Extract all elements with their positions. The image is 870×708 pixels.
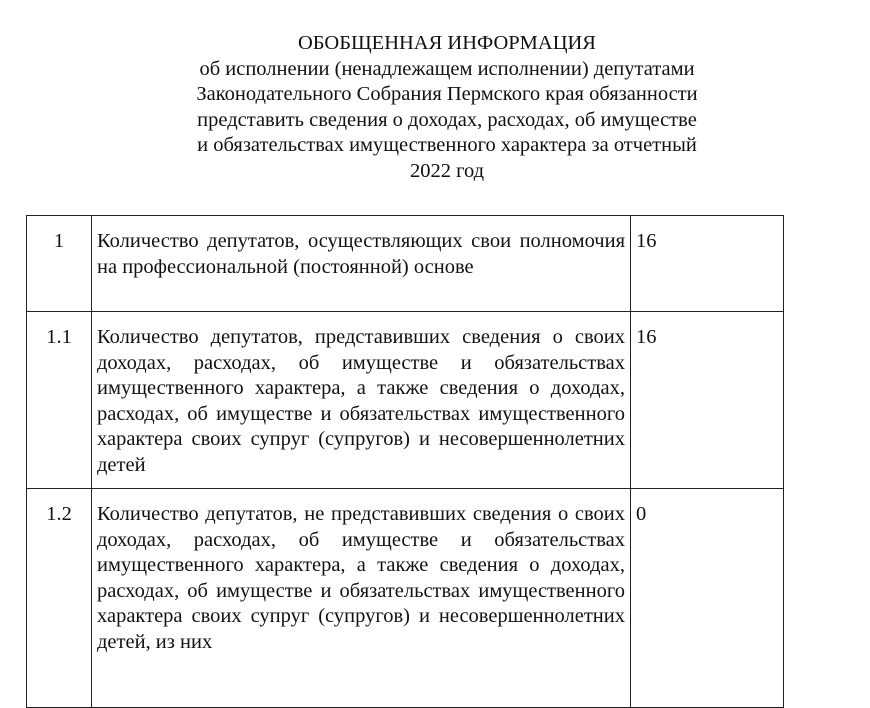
subtitle-line: 2022 год <box>409 159 485 182</box>
row-description: Количество депутатов, осуществляющих свои полномочия на профессиональной (постоянной) основе <box>92 216 631 312</box>
row-value: 0 <box>631 489 784 708</box>
row-number: 1 <box>27 216 92 312</box>
row-description: Количество депутатов, не представивших сведения о своих доходах, расходах, об имуществе и обязательствах имущественного характера, а также сведения о доходах, расходах, об имуществе и обязательствах имущественного характера своих супруг (супругов) и несовершеннолетних детей, из них <box>92 489 631 708</box>
table-row <box>27 489 784 708</box>
info-table <box>26 215 784 708</box>
row-value: 16 <box>631 216 784 312</box>
document-title: ОБОБЩЕННАЯ ИНФОРМАЦИЯ <box>297 32 596 54</box>
subtitle-line: Законодательного Собрания Пермского края обязанности <box>196 83 698 106</box>
table-row <box>27 312 784 489</box>
row-description: Количество депутатов, представивших сведения о своих доходах, расходах, об имуществе и обязательствах имущественного характера, а также сведения о доходах, расходах, об имуществе и обязательствах имущественного характера своих супруг (супругов) и несовершеннолетних детей <box>92 312 631 489</box>
subtitle-line: представить сведения о доходах, расходах, об имуществе <box>197 108 697 131</box>
row-number: 1.1 <box>27 312 92 489</box>
subtitle-line: и обязательствах имущественного характера за отчетный <box>197 134 697 157</box>
subtitle-line: об исполнении (ненадлежащем исполнении) депутатами <box>199 57 695 80</box>
table-row <box>27 216 784 312</box>
row-number: 1.2 <box>27 489 92 708</box>
document-header <box>150 31 744 185</box>
row-value: 16 <box>631 312 784 489</box>
